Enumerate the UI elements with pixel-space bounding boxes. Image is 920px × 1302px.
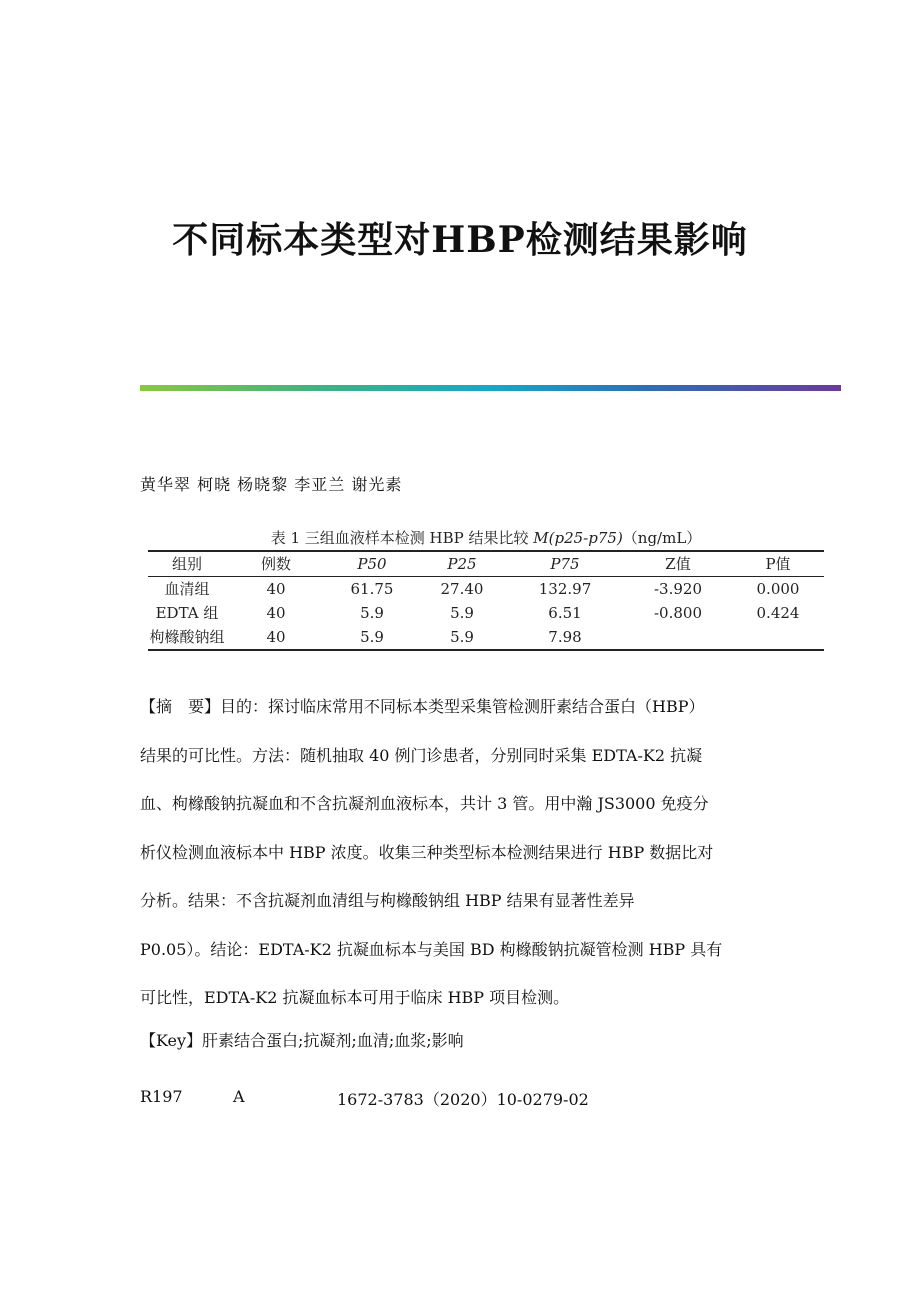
cell-group: 枸橼酸钠组	[149, 628, 225, 646]
cell-p25: 5.9	[450, 604, 474, 622]
cell-p75: 7.98	[548, 628, 582, 646]
page-title: 不同标本类型对HBP检测结果影响	[172, 219, 748, 261]
cell-cases: 40	[266, 580, 286, 598]
cell-p75: 132.97	[538, 580, 592, 598]
abstract	[140, 683, 800, 1023]
cell-z-value: -3.920	[653, 580, 702, 598]
header-p50: P50	[357, 555, 387, 573]
table-caption-main: 表 1 三组血液样本检测 HBP 结果比较	[270, 529, 534, 547]
cell-p25: 27.40	[440, 580, 484, 598]
abstract-line: 结果的可比性。方法：随机抽取 40 例门诊患者，分别同时采集 EDTA-K2 抗凝	[140, 745, 703, 765]
cell-cases: 40	[266, 604, 286, 622]
header-cases: 例数	[260, 555, 291, 573]
abstract-line: P0.05）。结论：EDTA-K2 抗凝血标本与美国 BD 枸橼酸钠抗凝管检测 HBP 具有	[140, 939, 723, 959]
table-caption-formula: M(p25-p75)	[533, 529, 623, 547]
cell-z-value: -0.800	[653, 604, 702, 622]
table-row	[148, 625, 824, 650]
header-p75: P75	[550, 555, 580, 573]
table-row	[148, 577, 824, 602]
cell-cases: 40	[266, 628, 286, 646]
cell-p-value: 0.000	[756, 580, 800, 598]
cell-p-value	[732, 625, 824, 650]
document-code: A	[233, 1087, 245, 1106]
table-caption	[148, 527, 824, 548]
table-header-row	[148, 551, 824, 577]
cell-group: EDTA 组	[155, 604, 219, 622]
abstract-line: 血、枸橼酸钠抗凝血和不含抗凝剂血液标本，共计 3 管。用中瀚 JS3000 免疫分	[140, 794, 709, 813]
abstract-line: 析仪检测血液标本中 HBP 浓度。收集三种类型标本检测结果进行 HBP 数据比对	[140, 842, 714, 862]
authors: 黄华翠 柯晓 杨晓黎 李亚兰 谢光素	[140, 475, 403, 494]
clc-number: R197	[140, 1087, 183, 1106]
header-z-value: Z值	[665, 555, 691, 573]
header-p-value: P值	[765, 555, 791, 573]
cell-p75: 6.51	[548, 604, 582, 622]
cell-p25: 5.9	[450, 628, 474, 646]
cell-group: 血清组	[164, 580, 210, 598]
table-caption-unit: （ng/mL）	[622, 529, 702, 547]
keywords: 【Key】肝素结合蛋白;抗凝剂;血清;血浆;影响	[140, 1031, 464, 1050]
cell-p50: 5.9	[360, 628, 384, 646]
table-row	[148, 601, 824, 625]
cell-p50: 61.75	[350, 580, 394, 598]
cell-z-value	[624, 625, 732, 650]
header-p25: P25	[447, 555, 477, 573]
results-table	[148, 550, 824, 651]
article-id: 1672-3783（2020）10-0279-02	[337, 1090, 589, 1109]
cell-p-value: 0.424	[756, 604, 800, 622]
gradient-divider	[140, 385, 841, 391]
cell-p50: 5.9	[360, 604, 384, 622]
abstract-line: 可比性，EDTA-K2 抗凝血标本可用于临床 HBP 项目检测。	[140, 988, 570, 1007]
abstract-line: 【摘 要】目的：探讨临床常用不同标本类型采集管检测肝素结合蛋白（HBP）	[140, 697, 705, 716]
header-group: 组别	[171, 555, 202, 573]
abstract-line: 分析。结果：不含抗凝剂血清组与枸橼酸钠组 HBP 结果有显著性差异	[140, 891, 635, 910]
